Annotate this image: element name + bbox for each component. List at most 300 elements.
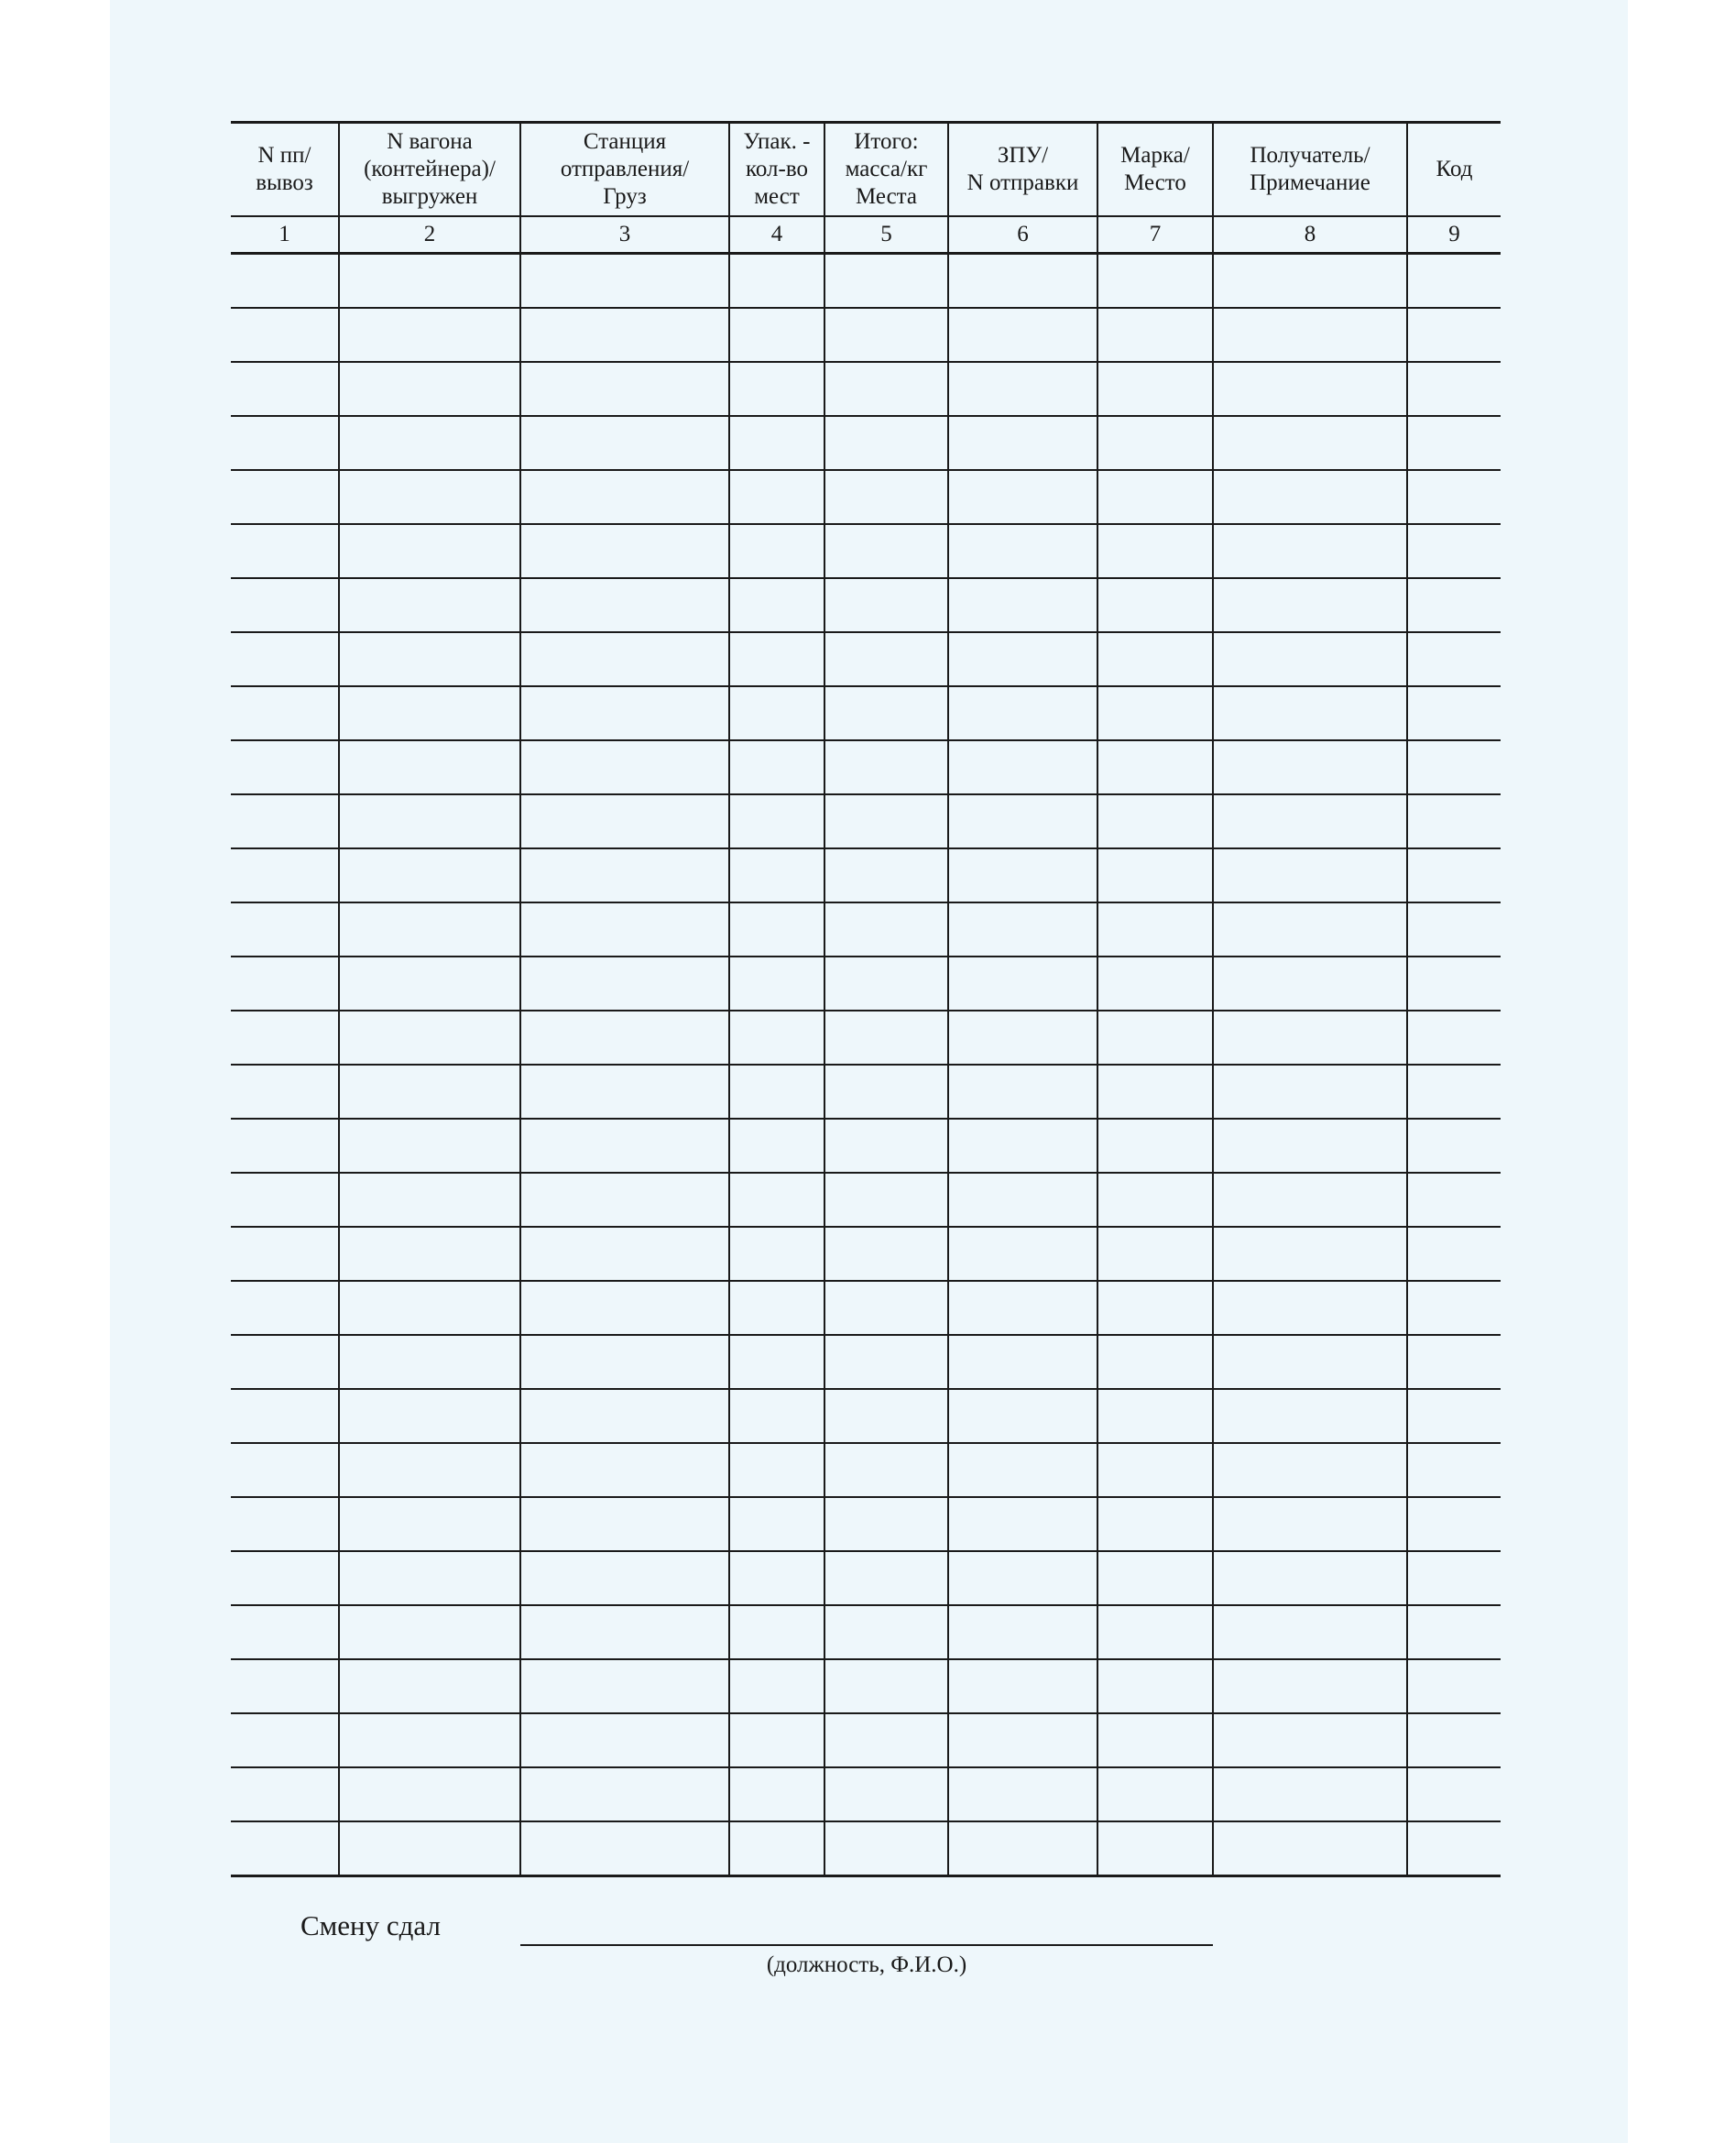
table-cell[interactable] — [729, 794, 824, 848]
table-cell[interactable] — [1213, 1713, 1407, 1767]
table-cell[interactable] — [1097, 578, 1213, 632]
table-row — [231, 848, 1501, 902]
table-cell[interactable] — [729, 1119, 824, 1173]
table-cell[interactable] — [1097, 362, 1213, 416]
table-cell[interactable] — [824, 578, 948, 632]
table-cell[interactable] — [948, 686, 1097, 740]
table-row — [231, 524, 1501, 578]
table-cell[interactable] — [1407, 1335, 1501, 1389]
table-cell[interactable] — [1407, 1389, 1501, 1443]
table-cell[interactable] — [339, 1821, 520, 1876]
table-cell[interactable] — [339, 416, 520, 470]
table-cell[interactable] — [824, 308, 948, 362]
table-row — [231, 794, 1501, 848]
table-cell[interactable] — [520, 1389, 729, 1443]
table-cell[interactable] — [1213, 957, 1407, 1011]
table-cell[interactable] — [1407, 362, 1501, 416]
table-cell[interactable] — [948, 848, 1097, 902]
table-cell[interactable] — [824, 902, 948, 957]
table-cell[interactable] — [1213, 902, 1407, 957]
table-cell[interactable] — [1213, 848, 1407, 902]
table-cell[interactable] — [948, 1227, 1097, 1281]
table-cell[interactable] — [231, 1713, 339, 1767]
table-cell[interactable] — [1213, 1443, 1407, 1497]
table-cell[interactable] — [1407, 1821, 1501, 1876]
table-cell[interactable] — [1097, 1011, 1213, 1065]
table-cell[interactable] — [729, 524, 824, 578]
table-row — [231, 1227, 1501, 1281]
table-cell[interactable] — [1213, 362, 1407, 416]
table-cell[interactable] — [231, 578, 339, 632]
table-cell[interactable] — [231, 1821, 339, 1876]
table-cell[interactable] — [729, 848, 824, 902]
table-cell[interactable] — [1097, 416, 1213, 470]
table-cell[interactable] — [729, 686, 824, 740]
table-cell[interactable] — [729, 254, 824, 309]
table-cell[interactable] — [824, 794, 948, 848]
table-cell[interactable] — [520, 686, 729, 740]
table-cell[interactable] — [729, 740, 824, 794]
table-cell[interactable] — [1213, 1389, 1407, 1443]
table-cell[interactable] — [1213, 1551, 1407, 1605]
table-cell[interactable] — [948, 578, 1097, 632]
table-cell[interactable] — [729, 1605, 824, 1659]
table-cell[interactable] — [1213, 308, 1407, 362]
table-cell[interactable] — [1407, 740, 1501, 794]
table-cell[interactable] — [1407, 1065, 1501, 1119]
signature-line — [520, 1944, 1213, 1946]
table-cell[interactable] — [824, 1227, 948, 1281]
table-cell[interactable] — [948, 1605, 1097, 1659]
table-cell[interactable] — [1097, 1119, 1213, 1173]
header-row-number: N пп/ вывоз — [231, 123, 339, 217]
table-cell[interactable] — [1097, 1821, 1213, 1876]
table-cell[interactable] — [1407, 1659, 1501, 1713]
table-cell[interactable] — [339, 1119, 520, 1173]
table-cell[interactable] — [520, 1065, 729, 1119]
table-row — [231, 1821, 1501, 1876]
table-cell[interactable] — [948, 1065, 1097, 1119]
table-cell[interactable] — [1213, 1605, 1407, 1659]
table-cell[interactable] — [729, 1389, 824, 1443]
table-cell[interactable] — [231, 1605, 339, 1659]
table-cell[interactable] — [231, 1335, 339, 1389]
table-row — [231, 362, 1501, 416]
table-cell[interactable] — [1407, 632, 1501, 686]
table-cell[interactable] — [339, 470, 520, 524]
table-cell[interactable] — [948, 1011, 1097, 1065]
table-cell[interactable] — [948, 1389, 1097, 1443]
table-cell[interactable] — [1407, 470, 1501, 524]
table-cell[interactable] — [1097, 957, 1213, 1011]
header-departure-station: Станция отправления/ Груз — [520, 123, 729, 217]
table-cell[interactable] — [231, 848, 339, 902]
table-cell[interactable] — [339, 848, 520, 902]
table-cell[interactable] — [729, 902, 824, 957]
table-cell[interactable] — [1407, 254, 1501, 309]
table-cell[interactable] — [824, 740, 948, 794]
table-cell[interactable] — [729, 1497, 824, 1551]
table-cell[interactable] — [231, 740, 339, 794]
table-cell[interactable] — [520, 1605, 729, 1659]
table-cell[interactable] — [948, 1767, 1097, 1821]
table-cell[interactable] — [339, 740, 520, 794]
table-cell[interactable] — [1213, 686, 1407, 740]
table-cell[interactable] — [1097, 740, 1213, 794]
table-cell[interactable] — [339, 1443, 520, 1497]
table-cell[interactable] — [231, 1389, 339, 1443]
table-cell[interactable] — [1097, 1173, 1213, 1227]
table-cell[interactable] — [1213, 1011, 1407, 1065]
column-number: 1 — [231, 216, 339, 254]
table-cell[interactable] — [1213, 524, 1407, 578]
table-cell[interactable] — [339, 1011, 520, 1065]
table-cell[interactable] — [824, 1821, 948, 1876]
table-cell[interactable] — [1213, 578, 1407, 632]
table-cell[interactable] — [1097, 1389, 1213, 1443]
table-cell[interactable] — [729, 308, 824, 362]
table-cell[interactable] — [1097, 1443, 1213, 1497]
table-cell[interactable] — [520, 308, 729, 362]
table-cell[interactable] — [520, 957, 729, 1011]
header-wagon-number: N вагона (контейнера)/ выгружен — [339, 123, 520, 217]
table-cell[interactable] — [729, 470, 824, 524]
header-code: Код — [1407, 123, 1501, 217]
table-cell[interactable] — [520, 848, 729, 902]
table-cell[interactable] — [1213, 1767, 1407, 1821]
table-cell[interactable] — [231, 632, 339, 686]
table-cell[interactable] — [520, 1335, 729, 1389]
table-cell[interactable] — [948, 1551, 1097, 1605]
table-cell[interactable] — [520, 362, 729, 416]
table-cell[interactable] — [1407, 1011, 1501, 1065]
table-cell[interactable] — [729, 416, 824, 470]
table-cell[interactable] — [1097, 1659, 1213, 1713]
table-cell[interactable] — [824, 1065, 948, 1119]
table-cell[interactable] — [231, 1497, 339, 1551]
table-cell[interactable] — [520, 1227, 729, 1281]
table-cell[interactable] — [948, 308, 1097, 362]
table-cell[interactable] — [948, 470, 1097, 524]
table-cell[interactable] — [1097, 794, 1213, 848]
table-cell[interactable] — [729, 578, 824, 632]
table-cell[interactable] — [1407, 1443, 1501, 1497]
table-cell[interactable] — [231, 1011, 339, 1065]
table-cell[interactable] — [1097, 1497, 1213, 1551]
table-cell[interactable] — [729, 1713, 824, 1767]
table-cell[interactable] — [824, 254, 948, 309]
table-cell[interactable] — [824, 1497, 948, 1551]
table-cell[interactable] — [1097, 902, 1213, 957]
table-cell[interactable] — [1097, 470, 1213, 524]
table-row — [231, 254, 1501, 309]
table-cell[interactable] — [1097, 1281, 1213, 1335]
table-cell[interactable] — [729, 957, 824, 1011]
table-cell[interactable] — [520, 1119, 729, 1173]
table-cell[interactable] — [948, 1281, 1097, 1335]
table-cell[interactable] — [520, 254, 729, 309]
table-cell[interactable] — [948, 416, 1097, 470]
table-cell[interactable] — [824, 1659, 948, 1713]
table-cell[interactable] — [339, 1389, 520, 1443]
table-cell[interactable] — [824, 1767, 948, 1821]
table-cell[interactable] — [824, 1713, 948, 1767]
table-cell[interactable] — [824, 1443, 948, 1497]
table-cell[interactable] — [1213, 740, 1407, 794]
table-cell[interactable] — [1407, 1767, 1501, 1821]
table-cell[interactable] — [1097, 524, 1213, 578]
table-cell[interactable] — [729, 1767, 824, 1821]
table-cell[interactable] — [1407, 524, 1501, 578]
table-cell[interactable] — [520, 1173, 729, 1227]
table-cell[interactable] — [520, 1767, 729, 1821]
table-cell[interactable] — [948, 1335, 1097, 1389]
table-cell[interactable] — [729, 1821, 824, 1876]
table-cell[interactable] — [1407, 416, 1501, 470]
table-row — [231, 1551, 1501, 1605]
table-cell[interactable] — [1213, 1659, 1407, 1713]
header-total-mass: Итого: масса/кг Места — [824, 123, 948, 217]
table-cell[interactable] — [339, 1281, 520, 1335]
table-cell[interactable] — [339, 794, 520, 848]
table-cell[interactable] — [1407, 1281, 1501, 1335]
table-cell[interactable] — [339, 957, 520, 1011]
table-cell[interactable] — [729, 1227, 824, 1281]
table-cell[interactable] — [1407, 1497, 1501, 1551]
table-cell[interactable] — [231, 1767, 339, 1821]
table-cell[interactable] — [339, 1335, 520, 1389]
table-cell[interactable] — [1407, 1713, 1501, 1767]
table-cell[interactable] — [948, 254, 1097, 309]
table-cell[interactable] — [520, 1011, 729, 1065]
table-cell[interactable] — [1213, 470, 1407, 524]
table-cell[interactable] — [231, 416, 339, 470]
table-cell[interactable] — [1407, 578, 1501, 632]
table-cell[interactable] — [729, 1281, 824, 1335]
table-cell[interactable] — [1407, 848, 1501, 902]
table-cell[interactable] — [1097, 1065, 1213, 1119]
table-cell[interactable] — [231, 794, 339, 848]
table-cell[interactable] — [729, 1551, 824, 1605]
table-cell[interactable] — [520, 1659, 729, 1713]
table-cell[interactable] — [1097, 1227, 1213, 1281]
table-cell[interactable] — [729, 632, 824, 686]
table-cell[interactable] — [231, 1659, 339, 1713]
table-cell[interactable] — [824, 632, 948, 686]
table-cell[interactable] — [729, 1011, 824, 1065]
table-cell[interactable] — [1097, 1605, 1213, 1659]
table-cell[interactable] — [1407, 1227, 1501, 1281]
table-cell[interactable] — [948, 524, 1097, 578]
table-cell[interactable] — [231, 1281, 339, 1335]
table-cell[interactable] — [231, 362, 339, 416]
table-cell[interactable] — [824, 470, 948, 524]
table-cell[interactable] — [729, 1659, 824, 1713]
table-cell[interactable] — [1213, 254, 1407, 309]
table-cell[interactable] — [231, 902, 339, 957]
table-row — [231, 1605, 1501, 1659]
table-cell[interactable] — [520, 416, 729, 470]
table-cell[interactable] — [1097, 632, 1213, 686]
table-cell[interactable] — [824, 416, 948, 470]
table-cell[interactable] — [1407, 1551, 1501, 1605]
table-cell[interactable] — [824, 957, 948, 1011]
table-cell[interactable] — [520, 1821, 729, 1876]
table-cell[interactable] — [824, 362, 948, 416]
table-cell[interactable] — [520, 902, 729, 957]
table-cell[interactable] — [1097, 308, 1213, 362]
table-cell[interactable] — [729, 1065, 824, 1119]
table-cell[interactable] — [824, 1173, 948, 1227]
table-cell[interactable] — [339, 254, 520, 309]
table-cell[interactable] — [1213, 1227, 1407, 1281]
table-cell[interactable] — [729, 362, 824, 416]
table-cell[interactable] — [339, 1227, 520, 1281]
table-cell[interactable] — [520, 1713, 729, 1767]
table-cell[interactable] — [339, 362, 520, 416]
table-cell[interactable] — [339, 632, 520, 686]
table-cell[interactable] — [948, 794, 1097, 848]
table-cell[interactable] — [948, 1443, 1097, 1497]
table-cell[interactable] — [1097, 1335, 1213, 1389]
table-cell[interactable] — [339, 686, 520, 740]
table-cell[interactable] — [339, 902, 520, 957]
table-cell[interactable] — [339, 1767, 520, 1821]
table-cell[interactable] — [948, 740, 1097, 794]
table-cell[interactable] — [1213, 1281, 1407, 1335]
table-cell[interactable] — [1213, 794, 1407, 848]
table-cell[interactable] — [948, 1119, 1097, 1173]
table-cell[interactable] — [948, 902, 1097, 957]
table-cell[interactable] — [948, 1497, 1097, 1551]
table-cell[interactable] — [520, 1443, 729, 1497]
table-cell[interactable] — [824, 1605, 948, 1659]
table-cell[interactable] — [824, 1281, 948, 1335]
table-cell[interactable] — [339, 1551, 520, 1605]
table-row — [231, 1281, 1501, 1335]
table-cell[interactable] — [520, 1281, 729, 1335]
table-cell[interactable] — [231, 1227, 339, 1281]
table-cell[interactable] — [1097, 1767, 1213, 1821]
table-cell[interactable] — [231, 1551, 339, 1605]
table-cell[interactable] — [339, 1497, 520, 1551]
table-cell[interactable] — [1097, 686, 1213, 740]
shift-handed-over-label: Смену сдал — [300, 1909, 441, 1941]
table-cell[interactable] — [231, 524, 339, 578]
table-cell[interactable] — [339, 1605, 520, 1659]
table-row — [231, 1389, 1501, 1443]
table-cell[interactable] — [231, 1065, 339, 1119]
table-cell[interactable] — [520, 578, 729, 632]
table-cell[interactable] — [1407, 308, 1501, 362]
table-cell[interactable] — [520, 632, 729, 686]
table-cell[interactable] — [1213, 1065, 1407, 1119]
table-cell[interactable] — [948, 362, 1097, 416]
table-cell[interactable] — [339, 1173, 520, 1227]
table-cell[interactable] — [339, 1065, 520, 1119]
table-cell[interactable] — [948, 632, 1097, 686]
table-cell[interactable] — [520, 1497, 729, 1551]
table-cell[interactable] — [1407, 794, 1501, 848]
table-row — [231, 902, 1501, 957]
table-cell[interactable] — [824, 1551, 948, 1605]
table-cell[interactable] — [1213, 1173, 1407, 1227]
table-cell[interactable] — [339, 1713, 520, 1767]
column-number: 3 — [520, 216, 729, 254]
table-cell[interactable] — [948, 957, 1097, 1011]
table-cell[interactable] — [824, 686, 948, 740]
table-header-row — [231, 123, 1501, 217]
table-cell[interactable] — [1097, 1551, 1213, 1605]
table-row — [231, 416, 1501, 470]
table-cell[interactable] — [1407, 1605, 1501, 1659]
table-cell[interactable] — [1407, 1119, 1501, 1173]
table-cell[interactable] — [1213, 416, 1407, 470]
table-cell[interactable] — [1097, 254, 1213, 309]
table-cell[interactable] — [339, 308, 520, 362]
table-cell[interactable] — [824, 524, 948, 578]
table-cell[interactable] — [520, 524, 729, 578]
column-number: 4 — [729, 216, 824, 254]
table-cell[interactable] — [824, 1389, 948, 1443]
table-cell[interactable] — [948, 1659, 1097, 1713]
table-cell[interactable] — [520, 1551, 729, 1605]
table-cell[interactable] — [1407, 902, 1501, 957]
table-cell[interactable] — [231, 254, 339, 309]
table-cell[interactable] — [1407, 957, 1501, 1011]
table-cell[interactable] — [520, 794, 729, 848]
table-cell[interactable] — [339, 524, 520, 578]
table-cell[interactable] — [729, 1173, 824, 1227]
table-cell[interactable] — [231, 308, 339, 362]
table-cell[interactable] — [1213, 1119, 1407, 1173]
table-cell[interactable] — [824, 848, 948, 902]
table-cell[interactable] — [1097, 848, 1213, 902]
table-cell[interactable] — [824, 1011, 948, 1065]
column-number: 7 — [1097, 216, 1213, 254]
table-cell[interactable] — [231, 470, 339, 524]
table-cell[interactable] — [1213, 1335, 1407, 1389]
table-cell[interactable] — [948, 1713, 1097, 1767]
table-cell[interactable] — [1213, 1497, 1407, 1551]
table-cell[interactable] — [1213, 1821, 1407, 1876]
column-number: 9 — [1407, 216, 1501, 254]
column-number: 2 — [339, 216, 520, 254]
table-cell[interactable] — [824, 1119, 948, 1173]
table-cell[interactable] — [1407, 1173, 1501, 1227]
table-cell[interactable] — [1097, 1713, 1213, 1767]
table-cell[interactable] — [948, 1173, 1097, 1227]
table-cell[interactable] — [231, 686, 339, 740]
table-cell[interactable] — [231, 1173, 339, 1227]
table-row — [231, 470, 1501, 524]
table-cell[interactable] — [520, 470, 729, 524]
table-cell[interactable] — [520, 740, 729, 794]
table-cell[interactable] — [729, 1335, 824, 1389]
table-body — [231, 254, 1501, 1876]
table-cell[interactable] — [231, 1443, 339, 1497]
table-cell[interactable] — [729, 1443, 824, 1497]
table-cell[interactable] — [231, 957, 339, 1011]
table-cell[interactable] — [824, 1335, 948, 1389]
table-cell[interactable] — [231, 1119, 339, 1173]
table-cell[interactable] — [948, 1821, 1097, 1876]
table-cell[interactable] — [339, 578, 520, 632]
table-cell[interactable] — [1407, 686, 1501, 740]
table-row — [231, 1173, 1501, 1227]
table-cell[interactable] — [1213, 632, 1407, 686]
table-cell[interactable] — [339, 1659, 520, 1713]
